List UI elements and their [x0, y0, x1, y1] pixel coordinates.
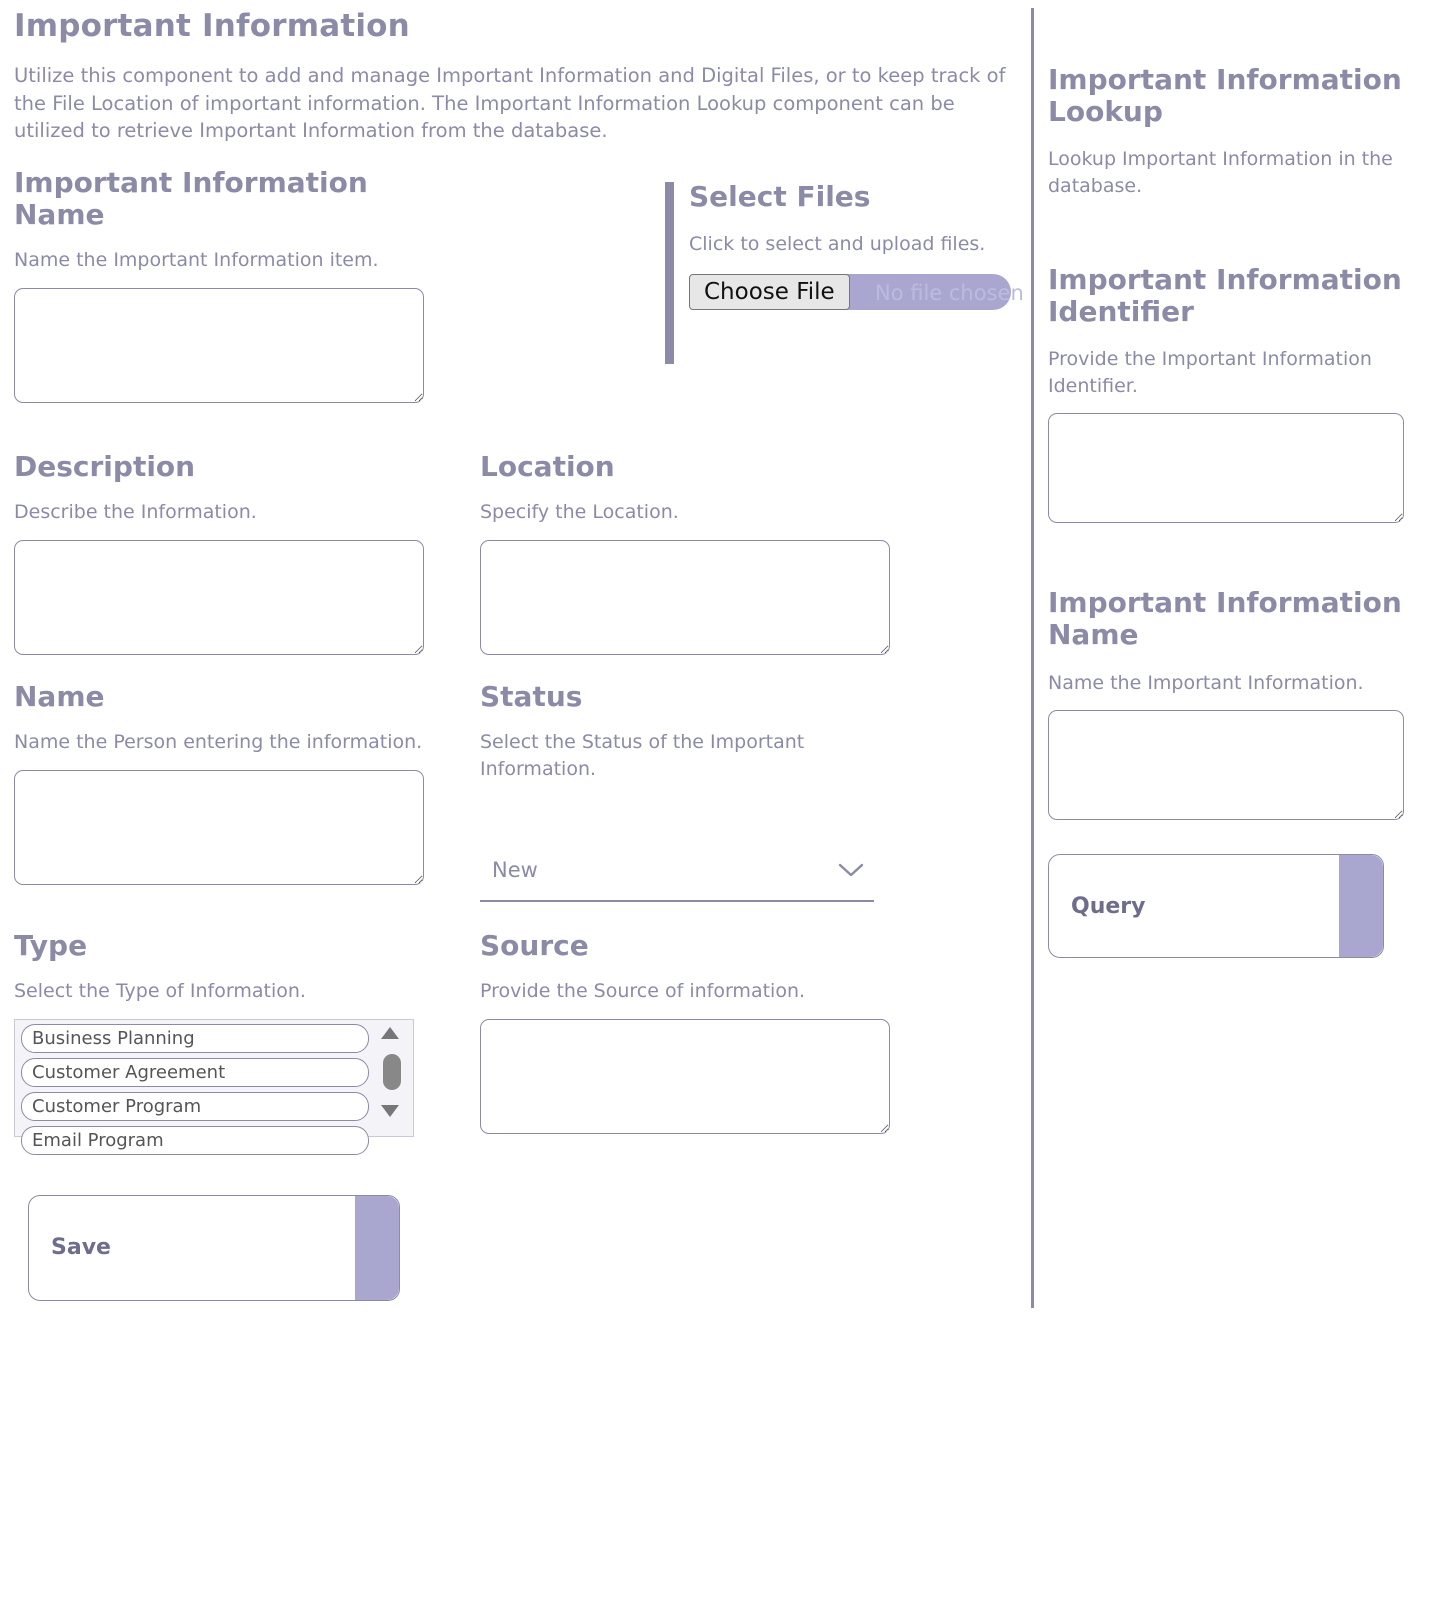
- location-input[interactable]: [480, 540, 890, 655]
- lookup-identifier-input[interactable]: [1048, 413, 1404, 523]
- important-information-name-help: Name the Important Information item.: [14, 249, 379, 272]
- type-option[interactable]: Email Program: [21, 1126, 369, 1155]
- field-name: [14, 681, 454, 902]
- row-type-source: [14, 929, 1011, 1151]
- file-status-text: No file chosen: [875, 280, 1024, 305]
- lookup-identifier-title: Important Information Identifier: [1048, 262, 1402, 328]
- status-help: Select the Status of the Important Information.: [480, 731, 805, 780]
- field-status: [480, 681, 920, 902]
- type-option-list[interactable]: [14, 1019, 414, 1151]
- query-button-accent: [1339, 855, 1383, 957]
- scroll-down-icon[interactable]: [379, 1102, 401, 1120]
- lookup-description: Lookup Important Information in the database.: [1048, 148, 1393, 197]
- scrollbar-thumb[interactable]: [383, 1054, 401, 1090]
- lookup-title: Important Information Lookup: [1048, 63, 1402, 129]
- select-files-panel: [665, 180, 1025, 314]
- page-title: Important Information: [14, 8, 410, 44]
- important-information-name-title: Important Information Name: [14, 166, 368, 232]
- scroll-up-icon[interactable]: [379, 1024, 401, 1042]
- type-option[interactable]: Customer Program: [21, 1092, 369, 1121]
- source-help: Provide the Source of information.: [480, 980, 806, 1003]
- lookup-name-input[interactable]: [1048, 710, 1404, 820]
- source-input[interactable]: [480, 1019, 890, 1134]
- type-list-scrollbar[interactable]: [379, 1024, 405, 1136]
- type-title: Type: [14, 929, 88, 963]
- query-button-label: Query: [1071, 893, 1146, 919]
- choose-file-button[interactable]: Choose File: [689, 274, 850, 310]
- location-title: Location: [480, 450, 615, 484]
- save-button-wrapper: [28, 1195, 1011, 1301]
- lookup-identifier-help: Provide the Important Information Identifier.: [1048, 347, 1372, 397]
- lookup-name-title: Important Information Name: [1048, 586, 1402, 652]
- type-option[interactable]: Customer Agreement: [21, 1058, 369, 1087]
- type-option[interactable]: Business Planning: [21, 1024, 369, 1053]
- row-name-status: [14, 681, 1011, 902]
- name-input[interactable]: [14, 770, 424, 885]
- field-description: [14, 451, 454, 655]
- save-button[interactable]: [28, 1195, 400, 1301]
- field-type: [14, 929, 454, 1151]
- status-select[interactable]: [480, 840, 874, 902]
- status-select-wrapper: [480, 840, 874, 902]
- field-important-information-name: [14, 167, 654, 403]
- select-files-title: Select Files: [689, 180, 871, 213]
- save-button-accent: [355, 1196, 399, 1300]
- lookup-name-help: Name the Important Information.: [1048, 671, 1364, 694]
- description-help: Describe the Information.: [14, 501, 257, 524]
- important-information-name-input[interactable]: [14, 288, 424, 403]
- page-description: Utilize this component to add and manage Important Information and Digital Files, or to keep track of the File Location of important information. The Important Information Lookup component can be utilized to retrieve Important Information from the database.: [14, 64, 1006, 143]
- select-files-help: Click to select and upload files.: [689, 233, 986, 255]
- lookup-column: [1048, 0, 1438, 958]
- query-button[interactable]: [1048, 854, 1384, 958]
- type-help: Select the Type of Information.: [14, 980, 306, 1003]
- field-source: [480, 930, 920, 1137]
- status-title: Status: [480, 679, 583, 713]
- description-title: Description: [14, 450, 196, 484]
- description-input[interactable]: [14, 540, 424, 655]
- location-help: Specify the Location.: [480, 501, 679, 524]
- query-button-wrapper: [1048, 854, 1438, 958]
- source-title: Source: [480, 929, 589, 963]
- save-button-label: Save: [51, 1235, 111, 1261]
- name-help: Name the Person entering the information.: [14, 731, 423, 753]
- field-location: [480, 451, 920, 655]
- row-description-location: [14, 451, 1011, 655]
- vertical-divider: [1031, 8, 1034, 1308]
- name-title: Name: [14, 679, 105, 713]
- file-input-row[interactable]: [689, 274, 1024, 310]
